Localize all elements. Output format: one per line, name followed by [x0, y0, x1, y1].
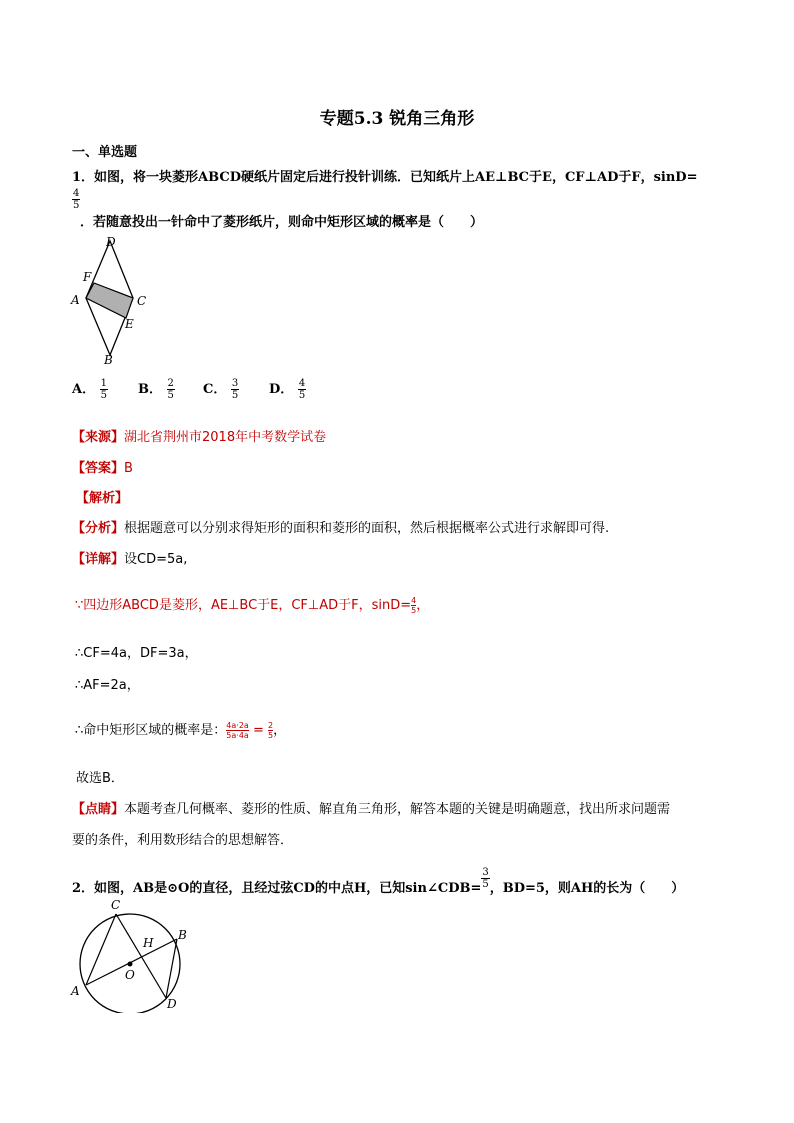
- answer-text: B: [124, 461, 133, 476]
- option-b-num: 2: [167, 378, 174, 389]
- option-c-den: 5: [231, 390, 239, 401]
- label-d: D: [167, 997, 177, 1011]
- xiangjie-tag: 【详解】: [72, 552, 125, 567]
- option-a-den: 5: [100, 390, 107, 401]
- option-d[interactable]: [269, 378, 306, 401]
- circle-figure: [66, 895, 196, 1013]
- step4-den2: 5: [268, 731, 274, 740]
- fenxi-text: 根据题意可以分别求得矩形的面积和菱形的面积，然后根据概率公式进行求解即可得.: [124, 521, 610, 536]
- xiangjie-line: [72, 548, 187, 567]
- step3-line: ∴AF=2a，: [75, 678, 140, 693]
- step1-line: [75, 594, 429, 615]
- fenxi-tag: 【分析】: [72, 521, 125, 536]
- q2-text-end: ，BD=5，则AH的长为（ ）: [489, 881, 685, 896]
- label-a: A: [71, 293, 80, 307]
- step4-num2: 2: [268, 721, 274, 730]
- page-title: 专题5.3 锐角三角形: [319, 109, 475, 129]
- option-c-label: C．: [203, 382, 227, 397]
- option-a-label: A．: [72, 382, 96, 397]
- fenxi-line: [72, 517, 609, 536]
- q2-frac-num: 3: [482, 867, 489, 878]
- option-c[interactable]: [203, 378, 239, 401]
- q1-frac-num: 4: [73, 188, 80, 199]
- option-a-num: 1: [100, 378, 107, 389]
- dianjing-tag: 【点睛】: [72, 802, 125, 817]
- q1-line2: ．若随意投出一针命中了菱形纸片，则命中矩形区域的概率是（ ）: [80, 215, 484, 230]
- step1-den: 5: [411, 606, 417, 615]
- dianjing-text1: 本题考查几何概率、菱形的性质、解直角三角形，解答本题的关键是明确题意，找出所求问题需: [124, 802, 671, 817]
- step4-end: ，: [273, 723, 287, 738]
- option-b-label: B．: [138, 382, 162, 397]
- step4-text: ∴命中矩形区域的概率是：: [75, 723, 227, 738]
- step4-num1: 4a·2a: [226, 721, 249, 730]
- step4-eq: =: [252, 723, 264, 738]
- label-c: C: [137, 294, 147, 308]
- analysis-tag: 【解析】: [76, 491, 129, 506]
- step1-num: 4: [411, 596, 417, 605]
- step4-line: [75, 719, 286, 740]
- source-text: 湖北省荆州市2018年中考数学试卷: [124, 430, 327, 445]
- answer-line: [72, 457, 133, 476]
- q2-frac-den: 5: [482, 879, 489, 890]
- option-c-num: 3: [231, 378, 239, 389]
- analysis-line: [76, 487, 128, 506]
- label-a: A: [71, 984, 80, 998]
- option-d-den: 5: [298, 390, 306, 401]
- dianjing-line1: [72, 798, 670, 817]
- option-d-num: 4: [298, 378, 306, 389]
- label-d: D: [106, 235, 116, 249]
- step2-line: ∴CF=4a，DF=3a，: [75, 646, 198, 661]
- option-d-label: D．: [269, 382, 294, 397]
- section-heading: 一、单选题: [72, 145, 138, 160]
- option-b[interactable]: [138, 378, 175, 401]
- q1-line1: 1．如图，将一块菱形ABCD硬纸片固定后进行投针训练．已知纸片上AE⊥BC于E，CF⊥AD于F，sinD=: [72, 170, 698, 185]
- label-e: E: [125, 317, 134, 331]
- label-b: B: [104, 353, 113, 367]
- source-tag: 【来源】: [72, 430, 125, 445]
- xiangjie-text: 设CD=5a,: [124, 552, 188, 567]
- label-c: C: [111, 898, 121, 912]
- label-f: F: [83, 270, 92, 284]
- option-a[interactable]: [72, 378, 108, 401]
- q1-frac-den: 5: [73, 200, 80, 211]
- q1-sin-fraction: [72, 188, 80, 211]
- label-b: B: [178, 928, 187, 942]
- label-o: O: [125, 968, 135, 982]
- step1-end: ，: [416, 598, 430, 613]
- step4-den1: 5a·4a: [226, 731, 249, 740]
- label-h: H: [143, 936, 154, 950]
- answer-tag: 【答案】: [72, 461, 125, 476]
- rhombus-figure: [66, 232, 166, 368]
- q2-text: 2．如图，AB是⊙O的直径，且经过弦CD的中点H，已知sin∠CDB=: [72, 881, 482, 896]
- source-line: [72, 426, 326, 445]
- option-b-den: 5: [167, 390, 174, 401]
- dianjing-line2: 要的条件，利用数形结合的思想解答．: [72, 833, 294, 848]
- conclusion-line: 故选B．: [76, 771, 124, 786]
- step1-text: ∵四边形ABCD是菱形，AE⊥BC于E，CF⊥AD于F，sinD=: [75, 598, 412, 613]
